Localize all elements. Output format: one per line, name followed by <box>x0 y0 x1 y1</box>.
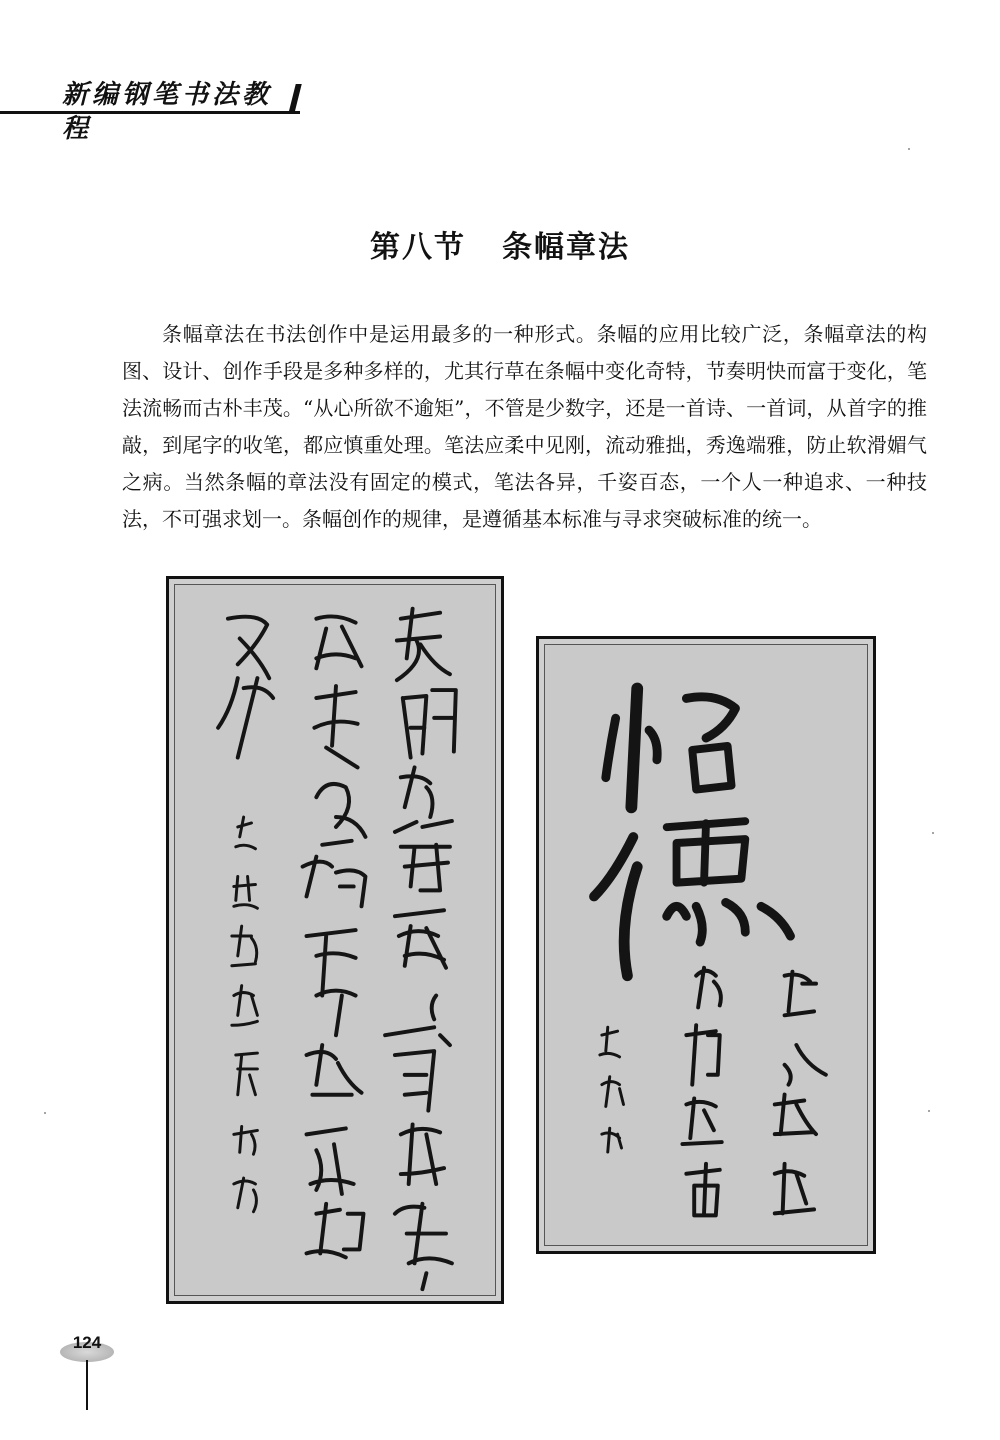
scan-speck <box>932 832 934 834</box>
calligraphy-strokes-right <box>539 639 873 1251</box>
scan-speck <box>928 1110 930 1112</box>
scan-speck <box>908 148 910 150</box>
page-number: 124 <box>72 1333 102 1352</box>
body-paragraph: 条幅章法在书法创作中是运用最多的一种形式。条幅的应用比较广泛，条幅章法的构图、设计、创作手段是多种多样的，尤其行草在条幅中变化奇特，节奏明快而富于变化，笔法流畅而古朴丰茂。“从心所欲不逾矩”，不管是少数字，还是一首诗、一首词，从首字的推敲，到尾字的收笔，都应慎重处理。笔法应柔中见刚，流动雅拙，秀逸端雅，防止软滑媚气之病。当然条幅的章法没有固定的模式，笔法各异，千姿百态，一个人一种追求、一种技法，不可强求划一。条幅创作的规律，是遵循基本标准与寻求突破标准的统一。 <box>122 322 927 531</box>
book-title: 新编钢笔书法教程 <box>62 80 273 144</box>
header-rule <box>0 111 300 114</box>
page-number-stem <box>86 1360 88 1410</box>
section-name: 条幅章法 <box>502 230 630 265</box>
calligraphy-scroll-right <box>536 636 876 1254</box>
scan-speck <box>44 1112 46 1114</box>
page-number-badge <box>60 1330 114 1364</box>
section-number: 第八节 <box>370 230 466 265</box>
running-header <box>0 78 300 144</box>
section-title <box>0 222 1000 266</box>
calligraphy-strokes-left <box>169 579 501 1301</box>
calligraphy-scroll-left <box>166 576 504 1304</box>
